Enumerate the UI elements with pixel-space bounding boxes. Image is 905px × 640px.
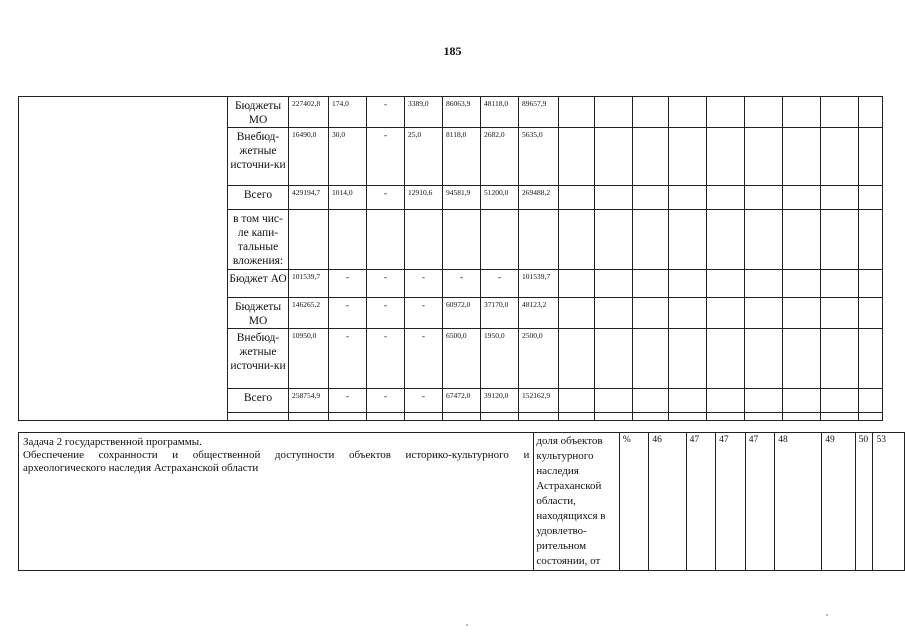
empty-cell	[821, 186, 859, 210]
amount-cell: 2682,0	[481, 128, 519, 186]
source-label-cell: Внебюд-жетные источни-ки	[228, 329, 289, 389]
empty-cell	[595, 389, 633, 413]
task-description-cell	[19, 433, 534, 571]
empty-cell	[633, 270, 669, 298]
amount-cell: 3389,0	[405, 97, 443, 128]
empty-cell	[559, 128, 595, 186]
amount-cell: -	[481, 270, 519, 298]
amount-cell: -	[367, 270, 405, 298]
task-title: Задача 2 государственной программы.	[23, 436, 202, 448]
empty-cell	[707, 128, 745, 186]
empty-cell	[859, 389, 883, 413]
empty-cell	[783, 210, 821, 270]
empty-cell	[559, 186, 595, 210]
empty-cell	[559, 389, 595, 413]
empty-cell	[669, 128, 707, 186]
empty-cell	[745, 413, 783, 421]
amount-cell: -	[405, 329, 443, 389]
empty-cell	[559, 270, 595, 298]
empty-cell	[745, 97, 783, 128]
amount-cell: 227402,8	[289, 97, 329, 128]
amount-cell	[329, 210, 367, 270]
source-label-cell: Всего	[228, 186, 289, 210]
finance-row	[19, 97, 883, 128]
empty-cell	[821, 128, 859, 186]
empty-cell	[859, 270, 883, 298]
scan-speck	[466, 624, 468, 626]
empty-cell	[859, 186, 883, 210]
amount-cell: -	[367, 186, 405, 210]
empty-cell	[595, 329, 633, 389]
empty-cell	[745, 329, 783, 389]
empty-cell	[745, 128, 783, 186]
empty-cell	[669, 186, 707, 210]
amount-cell: 146265,2	[289, 298, 329, 329]
empty-cell	[669, 329, 707, 389]
empty-cell	[859, 329, 883, 389]
empty-cell	[821, 389, 859, 413]
amount-cell: 269488,2	[519, 186, 559, 210]
amount-cell	[443, 210, 481, 270]
empty-cell	[859, 97, 883, 128]
amount-cell: 89657,9	[519, 97, 559, 128]
amount-cell: 12910,6	[405, 186, 443, 210]
amount-cell: -	[367, 329, 405, 389]
amount-cell: 152162,9	[519, 389, 559, 413]
empty-cell	[821, 298, 859, 329]
task-row	[19, 433, 905, 571]
amount-cell: -	[329, 270, 367, 298]
amount-cell: 5635,0	[519, 128, 559, 186]
source-label-cell: Бюджеты МО	[228, 298, 289, 329]
amount-cell: -	[329, 389, 367, 413]
amount-cell: 2500,0	[519, 329, 559, 389]
empty-cell	[783, 413, 821, 421]
empty-cell	[633, 97, 669, 128]
amount-cell: -	[329, 298, 367, 329]
empty-cell	[559, 97, 595, 128]
amount-cell: -	[367, 389, 405, 413]
amount-cell	[405, 210, 443, 270]
page-number: 185	[443, 44, 462, 58]
empty-cell	[481, 413, 519, 421]
empty-cell	[707, 389, 745, 413]
amount-cell: 10950,0	[289, 329, 329, 389]
empty-cell	[783, 128, 821, 186]
empty-cell	[669, 413, 707, 421]
empty-cell	[745, 270, 783, 298]
empty-cell	[519, 413, 559, 421]
amount-cell: 48123,2	[519, 298, 559, 329]
amount-cell: 1950,0	[481, 329, 519, 389]
empty-cell	[405, 413, 443, 421]
amount-cell: -	[367, 97, 405, 128]
amount-cell: 30,0	[329, 128, 367, 186]
empty-cell	[821, 413, 859, 421]
amount-cell: 6500,0	[443, 329, 481, 389]
empty-cell	[633, 413, 669, 421]
amount-cell: 258754,9	[289, 389, 329, 413]
empty-cell	[783, 186, 821, 210]
amount-cell: -	[329, 329, 367, 389]
empty-cell	[289, 413, 329, 421]
task-description: Обеспечение сохранности и общественной доступности объектов историко-культурного и археологического наследия Астраханской области	[23, 449, 530, 474]
amount-cell	[367, 210, 405, 270]
empty-cell	[595, 97, 633, 128]
empty-cell	[783, 329, 821, 389]
source-label-cell: Бюджет АО	[228, 270, 289, 298]
task-table	[18, 432, 905, 571]
empty-cell	[859, 413, 883, 421]
amount-cell: 1014,0	[329, 186, 367, 210]
amount-cell: -	[405, 270, 443, 298]
amount-cell: 101539,7	[289, 270, 329, 298]
amount-cell: -	[405, 389, 443, 413]
empty-cell	[228, 413, 289, 421]
empty-cell	[595, 128, 633, 186]
empty-cell	[633, 298, 669, 329]
empty-cell	[783, 389, 821, 413]
amount-cell: 60972,0	[443, 298, 481, 329]
empty-cell	[821, 329, 859, 389]
empty-cell	[859, 210, 883, 270]
target-value-cell: 46	[649, 433, 686, 571]
empty-cell	[669, 210, 707, 270]
empty-cell	[443, 413, 481, 421]
target-value-cell: 48	[775, 433, 822, 571]
amount-cell	[481, 210, 519, 270]
target-value-cell: 49	[822, 433, 855, 571]
empty-cell	[633, 128, 669, 186]
scan-speck	[826, 614, 828, 616]
source-label-cell: Всего	[228, 389, 289, 413]
amount-cell	[289, 210, 329, 270]
empty-cell	[633, 389, 669, 413]
empty-cell	[669, 389, 707, 413]
empty-cell	[783, 298, 821, 329]
empty-cell	[859, 298, 883, 329]
amount-cell: -	[367, 298, 405, 329]
amount-cell: 174,0	[329, 97, 367, 128]
empty-cell	[595, 186, 633, 210]
empty-cell	[559, 210, 595, 270]
amount-cell: 86063,9	[443, 97, 481, 128]
empty-cell	[559, 298, 595, 329]
finance-table	[18, 96, 883, 421]
empty-cell	[595, 210, 633, 270]
empty-cell	[707, 97, 745, 128]
empty-cell	[821, 97, 859, 128]
empty-cell	[707, 270, 745, 298]
source-label-cell: Внебюд-жетные источни-ки	[228, 128, 289, 186]
empty-cell	[745, 389, 783, 413]
empty-cell	[633, 329, 669, 389]
empty-cell	[329, 413, 367, 421]
target-value-cell: 53	[873, 433, 905, 571]
empty-cell	[669, 270, 707, 298]
amount-cell: -	[405, 298, 443, 329]
empty-cell	[669, 298, 707, 329]
amount-cell: 48118,0	[481, 97, 519, 128]
amount-cell: -	[443, 270, 481, 298]
empty-cell	[783, 270, 821, 298]
empty-cell	[783, 97, 821, 128]
target-value-cell: 47	[745, 433, 775, 571]
source-label-cell: в том чис-ле капи-тальные вложения:	[228, 210, 289, 270]
amount-cell: 67472,0	[443, 389, 481, 413]
amount-cell: -	[367, 128, 405, 186]
blank-left-cell	[19, 97, 228, 421]
amount-cell: 429194,7	[289, 186, 329, 210]
amount-cell: 8118,0	[443, 128, 481, 186]
amount-cell: 51200,0	[481, 186, 519, 210]
empty-cell	[595, 413, 633, 421]
target-value-cell: 50	[855, 433, 873, 571]
empty-cell	[595, 270, 633, 298]
target-value-cell: 47	[716, 433, 746, 571]
empty-cell	[707, 413, 745, 421]
empty-cell	[633, 210, 669, 270]
empty-cell	[745, 210, 783, 270]
indicator-cell: доля объектов культурного наследия Астраханской области, находящихся в удовлетво-рительном состоянии, от	[534, 433, 620, 571]
empty-cell	[595, 298, 633, 329]
amount-cell: 101539,7	[519, 270, 559, 298]
empty-cell	[367, 413, 405, 421]
empty-cell	[707, 298, 745, 329]
empty-cell	[707, 210, 745, 270]
amount-cell: 37170,0	[481, 298, 519, 329]
empty-cell	[707, 186, 745, 210]
empty-cell	[745, 298, 783, 329]
amount-cell: 25,0	[405, 128, 443, 186]
empty-cell	[821, 210, 859, 270]
amount-cell: 16490,0	[289, 128, 329, 186]
source-label-cell: Бюджеты МО	[228, 97, 289, 128]
empty-cell	[633, 186, 669, 210]
unit-cell: %	[619, 433, 648, 571]
target-value-cell: 47	[686, 433, 716, 571]
empty-cell	[669, 97, 707, 128]
empty-cell	[745, 186, 783, 210]
amount-cell: 39120,0	[481, 389, 519, 413]
empty-cell	[559, 413, 595, 421]
amount-cell: 94581,9	[443, 186, 481, 210]
empty-cell	[559, 329, 595, 389]
empty-cell	[821, 270, 859, 298]
amount-cell	[519, 210, 559, 270]
empty-cell	[859, 128, 883, 186]
empty-cell	[707, 329, 745, 389]
